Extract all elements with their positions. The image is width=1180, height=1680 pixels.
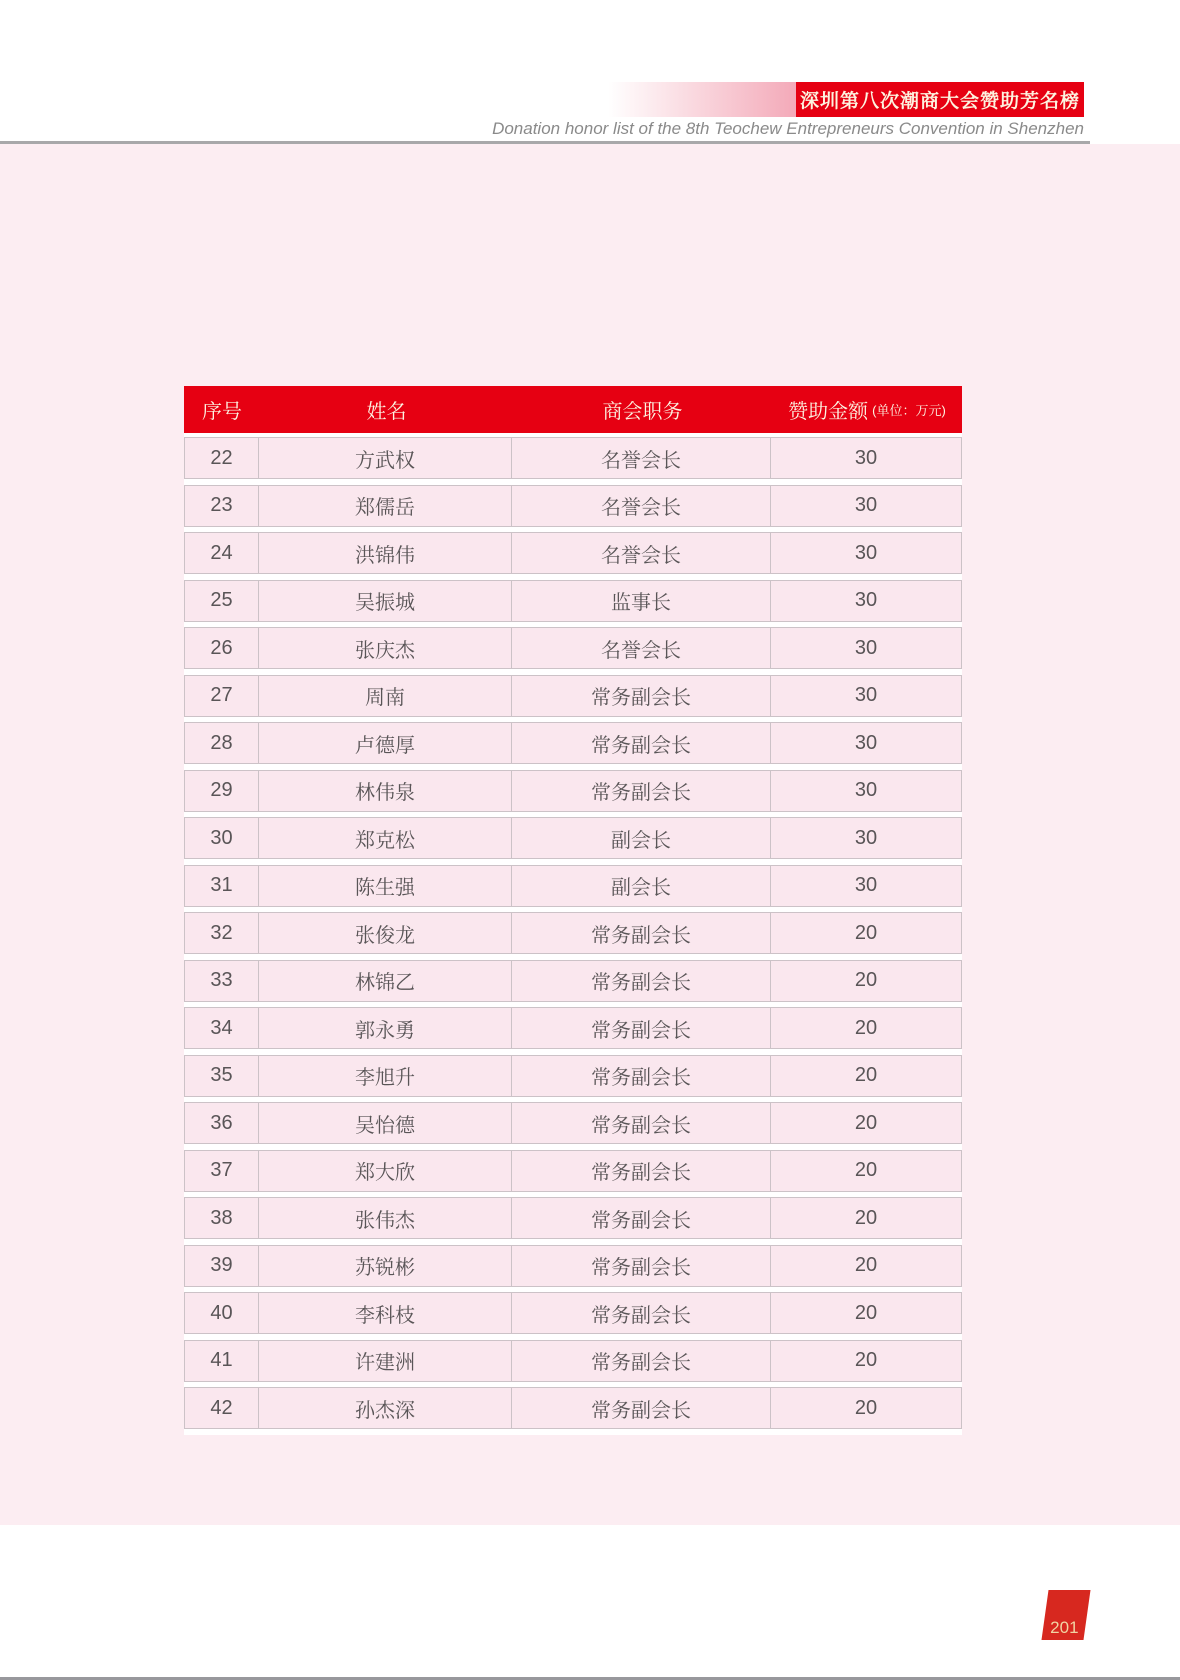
cell-name: 郑克松	[259, 818, 512, 858]
cell-amount: 20	[771, 1198, 961, 1238]
column-header-amount	[772, 386, 962, 433]
cell-position: 常务副会长	[512, 961, 771, 1001]
cell-amount: 30	[771, 438, 961, 478]
cell-position: 常务副会长	[512, 913, 771, 953]
cell-position: 名誉会长	[512, 533, 771, 573]
cell-position: 副会长	[512, 818, 771, 858]
cell-amount: 30	[771, 486, 961, 526]
column-header-no: 序号	[202, 401, 242, 423]
cell-no: 35	[185, 1056, 259, 1096]
table-row	[184, 1102, 962, 1144]
cell-position: 常务副会长	[512, 1246, 771, 1286]
cell-name: 李科枝	[259, 1293, 512, 1333]
cell-name: 苏锐彬	[259, 1246, 512, 1286]
cell-name: 林锦乙	[259, 961, 512, 1001]
cell-amount: 30	[771, 818, 961, 858]
cell-amount: 20	[771, 1388, 961, 1428]
column-header-position: 商会职务	[602, 401, 683, 423]
cell-amount: 20	[771, 1246, 961, 1286]
cell-amount: 20	[771, 1341, 961, 1381]
cell-amount: 30	[771, 628, 961, 668]
cell-amount: 30	[771, 533, 961, 573]
cell-no: 42	[185, 1388, 259, 1428]
cell-amount: 20	[771, 1151, 961, 1191]
table-row	[184, 817, 962, 859]
table-row	[184, 1007, 962, 1049]
cell-position: 常务副会长	[512, 771, 771, 811]
column-header-name: 姓名	[366, 401, 407, 423]
cell-no: 41	[185, 1341, 259, 1381]
cell-amount: 20	[771, 961, 961, 1001]
page-number-badge	[1041, 1590, 1090, 1640]
cell-name: 林伟泉	[259, 771, 512, 811]
cell-position: 名誉会长	[512, 486, 771, 526]
cell-position: 常务副会长	[512, 1056, 771, 1096]
cell-no: 36	[185, 1103, 259, 1143]
table-row	[184, 1150, 962, 1192]
cell-name: 方武权	[259, 438, 512, 478]
cell-no: 34	[185, 1008, 259, 1048]
column-header-amount-unit: (单位：万元)	[872, 403, 946, 418]
cell-name: 周南	[259, 676, 512, 716]
cell-amount: 30	[771, 771, 961, 811]
cell-position: 常务副会长	[512, 1151, 771, 1191]
cell-no: 27	[185, 676, 259, 716]
cell-no: 25	[185, 581, 259, 621]
cell-name: 张俊龙	[259, 913, 512, 953]
table-row	[184, 1197, 962, 1239]
cell-amount: 20	[771, 1008, 961, 1048]
cell-name: 吴怡德	[259, 1103, 512, 1143]
table-row	[184, 485, 962, 527]
cell-name: 吴振城	[259, 581, 512, 621]
cell-no: 38	[185, 1198, 259, 1238]
table-row	[184, 722, 962, 764]
cell-position: 名誉会长	[512, 628, 771, 668]
cell-no: 28	[185, 723, 259, 763]
cell-name: 张伟杰	[259, 1198, 512, 1238]
cell-name: 陈生强	[259, 866, 512, 906]
cell-name: 郑大欣	[259, 1151, 512, 1191]
table-row	[184, 675, 962, 717]
cell-position: 常务副会长	[512, 723, 771, 763]
cell-name: 洪锦伟	[259, 533, 512, 573]
cell-amount: 20	[771, 913, 961, 953]
cell-name: 郭永勇	[259, 1008, 512, 1048]
cell-amount: 20	[771, 1103, 961, 1143]
cell-amount: 20	[771, 1056, 961, 1096]
cell-no: 39	[185, 1246, 259, 1286]
banner-gradient	[608, 82, 796, 117]
cell-name: 张庆杰	[259, 628, 512, 668]
table-row	[184, 1055, 962, 1097]
table-body	[184, 437, 962, 1429]
cell-no: 23	[185, 486, 259, 526]
cell-no: 33	[185, 961, 259, 1001]
cell-position: 名誉会长	[512, 438, 771, 478]
cell-no: 24	[185, 533, 259, 573]
cell-no: 30	[185, 818, 259, 858]
donation-table	[184, 386, 962, 1435]
cell-amount: 30	[771, 866, 961, 906]
table-row	[184, 532, 962, 574]
cell-no: 37	[185, 1151, 259, 1191]
table-header-row	[184, 386, 962, 433]
cell-position: 监事长	[512, 581, 771, 621]
cell-name: 李旭升	[259, 1056, 512, 1096]
table-row	[184, 960, 962, 1002]
table-row	[184, 1387, 962, 1429]
page-subtitle: Donation honor list of the 8th Teochew Entrepreneurs Convention in Shenzhen	[492, 119, 1084, 138]
cell-no: 40	[185, 1293, 259, 1333]
cell-name: 孙杰深	[259, 1388, 512, 1428]
cell-name: 卢德厚	[259, 723, 512, 763]
cell-position: 常务副会长	[512, 676, 771, 716]
table-row	[184, 770, 962, 812]
cell-amount: 20	[771, 1293, 961, 1333]
table-row	[184, 437, 962, 479]
cell-name: 许建洲	[259, 1341, 512, 1381]
cell-position: 常务副会长	[512, 1198, 771, 1238]
cell-name: 郑儒岳	[259, 486, 512, 526]
column-header-amount-label: 赞助金额	[788, 401, 869, 423]
cell-no: 26	[185, 628, 259, 668]
cell-amount: 30	[771, 676, 961, 716]
cell-no: 31	[185, 866, 259, 906]
cell-no: 32	[185, 913, 259, 953]
cell-position: 副会长	[512, 866, 771, 906]
table-row	[184, 912, 962, 954]
table-row	[184, 1245, 962, 1287]
cell-position: 常务副会长	[512, 1103, 771, 1143]
table-row	[184, 1292, 962, 1334]
cell-position: 常务副会长	[512, 1293, 771, 1333]
cell-amount: 30	[771, 581, 961, 621]
cell-no: 29	[185, 771, 259, 811]
table-row	[184, 627, 962, 669]
table-row	[184, 1340, 962, 1382]
cell-amount: 30	[771, 723, 961, 763]
cell-position: 常务副会长	[512, 1388, 771, 1428]
cell-position: 常务副会长	[512, 1341, 771, 1381]
table-row	[184, 865, 962, 907]
banner-title: 深圳第八次潮商大会赞助芳名榜	[796, 82, 1084, 117]
table-row	[184, 580, 962, 622]
cell-position: 常务副会长	[512, 1008, 771, 1048]
page-number: 201	[1049, 1618, 1079, 1637]
cell-no: 22	[185, 438, 259, 478]
